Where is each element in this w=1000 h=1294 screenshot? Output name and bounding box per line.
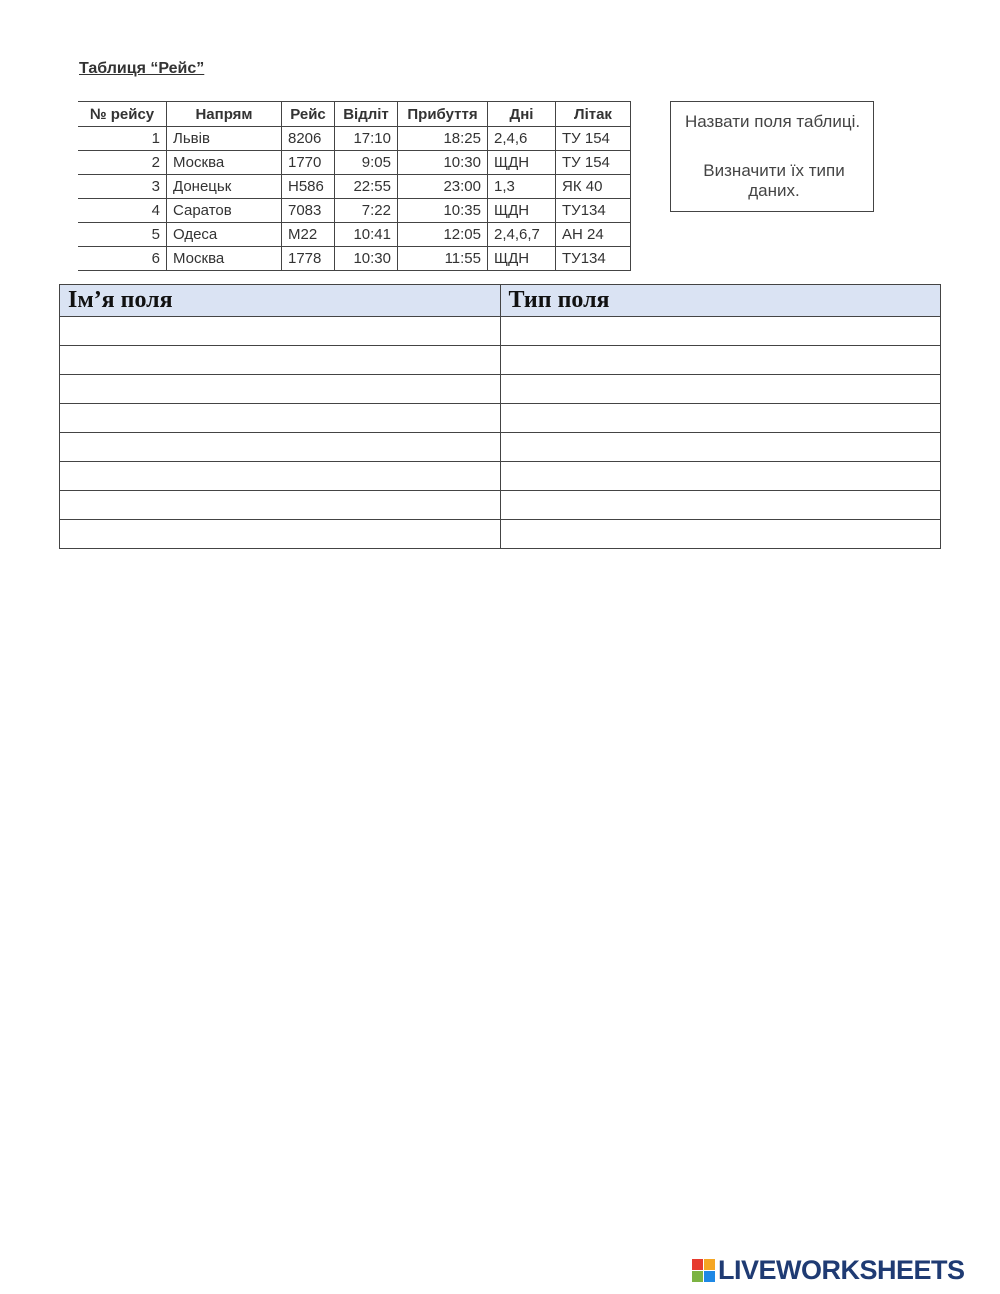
cell-arrival: 12:05 [398,223,488,247]
field-type-answer-cell[interactable] [500,317,941,346]
cell-direction: Москва [167,151,282,175]
cell-departure: 17:10 [335,127,398,151]
header-plane: Літак [556,102,631,127]
cell-departure: 7:22 [335,199,398,223]
flights-header-row [78,102,631,127]
cell-plane: ЯК 40 [556,175,631,199]
cell-days: ЩДН [488,199,556,223]
cell-departure: 10:41 [335,223,398,247]
task-box [670,101,874,212]
liveworksheets-logo-icon [692,1259,715,1282]
cell-direction: Львів [167,127,282,151]
flight-row [78,127,631,151]
cell-days: 2,4,6,7 [488,223,556,247]
header-field-name: Ім’я поля [60,285,501,317]
header-direction: Напрям [167,102,282,127]
cell-arrival: 10:30 [398,151,488,175]
cell-flight-no: 4 [78,199,167,223]
cell-plane: ТУ134 [556,199,631,223]
header-flight: Рейс [282,102,335,127]
field-name-answer-cell[interactable] [60,346,501,375]
flight-row [78,175,631,199]
task-instruction-1: Назвати поля таблиці. [685,112,861,131]
cell-days: ЩДН [488,247,556,271]
answer-row [60,404,941,433]
cell-plane: ТУ 154 [556,151,631,175]
fields-header-row [60,285,941,317]
field-type-answer-cell[interactable] [500,462,941,491]
cell-arrival: 18:25 [398,127,488,151]
answer-row [60,317,941,346]
answer-row [60,346,941,375]
answer-row [60,433,941,462]
cell-flight-no: 3 [78,175,167,199]
field-type-answer-cell[interactable] [500,404,941,433]
flight-row [78,247,631,271]
cell-direction: Одеса [167,223,282,247]
task-instruction-2: Визначити їх типи даних. [703,161,845,200]
cell-flight: 7083 [282,199,335,223]
cell-days: 2,4,6 [488,127,556,151]
cell-days: ЩДН [488,151,556,175]
cell-days: 1,3 [488,175,556,199]
liveworksheets-logo [692,1255,965,1285]
cell-flight-no: 1 [78,127,167,151]
header-arrival: Прибуття [398,102,488,127]
field-type-answer-cell[interactable] [500,491,941,520]
logo-square [692,1271,703,1282]
cell-plane: АН 24 [556,223,631,247]
field-name-answer-cell[interactable] [60,404,501,433]
cell-flight-no: 2 [78,151,167,175]
field-type-answer-cell[interactable] [500,520,941,549]
cell-arrival: 11:55 [398,247,488,271]
cell-plane: ТУ134 [556,247,631,271]
cell-flight: 1770 [282,151,335,175]
cell-direction: Саратов [167,199,282,223]
field-name-answer-cell[interactable] [60,433,501,462]
answer-row [60,491,941,520]
header-field-type: Тип поля [500,285,941,317]
flight-row [78,199,631,223]
flights-table [78,101,631,271]
answer-row [60,520,941,549]
field-name-answer-cell[interactable] [60,520,501,549]
flight-row [78,223,631,247]
cell-flight: Н586 [282,175,335,199]
field-type-answer-cell[interactable] [500,433,941,462]
logo-square [704,1259,715,1270]
answer-row [60,375,941,404]
cell-flight-no: 5 [78,223,167,247]
field-type-answer-cell[interactable] [500,375,941,404]
answer-row [60,462,941,491]
liveworksheets-logo-text: LIVEWORKSHEETS [718,1254,965,1285]
table-caption: Таблиця “Рейс” [79,60,205,77]
cell-flight-no: 6 [78,247,167,271]
field-type-answer-cell[interactable] [500,346,941,375]
fields-answer-table [59,284,941,549]
field-name-answer-cell[interactable] [60,491,501,520]
cell-direction: Москва [167,247,282,271]
cell-departure: 9:05 [335,151,398,175]
cell-direction: Донецьк [167,175,282,199]
field-name-answer-cell[interactable] [60,317,501,346]
header-days: Дні [488,102,556,127]
flight-row [78,151,631,175]
cell-arrival: 10:35 [398,199,488,223]
cell-departure: 22:55 [335,175,398,199]
logo-square [692,1259,703,1270]
cell-flight: М22 [282,223,335,247]
header-flight-no: № рейсу [78,102,167,127]
cell-plane: ТУ 154 [556,127,631,151]
cell-departure: 10:30 [335,247,398,271]
header-departure: Відліт [335,102,398,127]
cell-flight: 8206 [282,127,335,151]
field-name-answer-cell[interactable] [60,375,501,404]
cell-arrival: 23:00 [398,175,488,199]
cell-flight: 1778 [282,247,335,271]
field-name-answer-cell[interactable] [60,462,501,491]
logo-square [704,1271,715,1282]
